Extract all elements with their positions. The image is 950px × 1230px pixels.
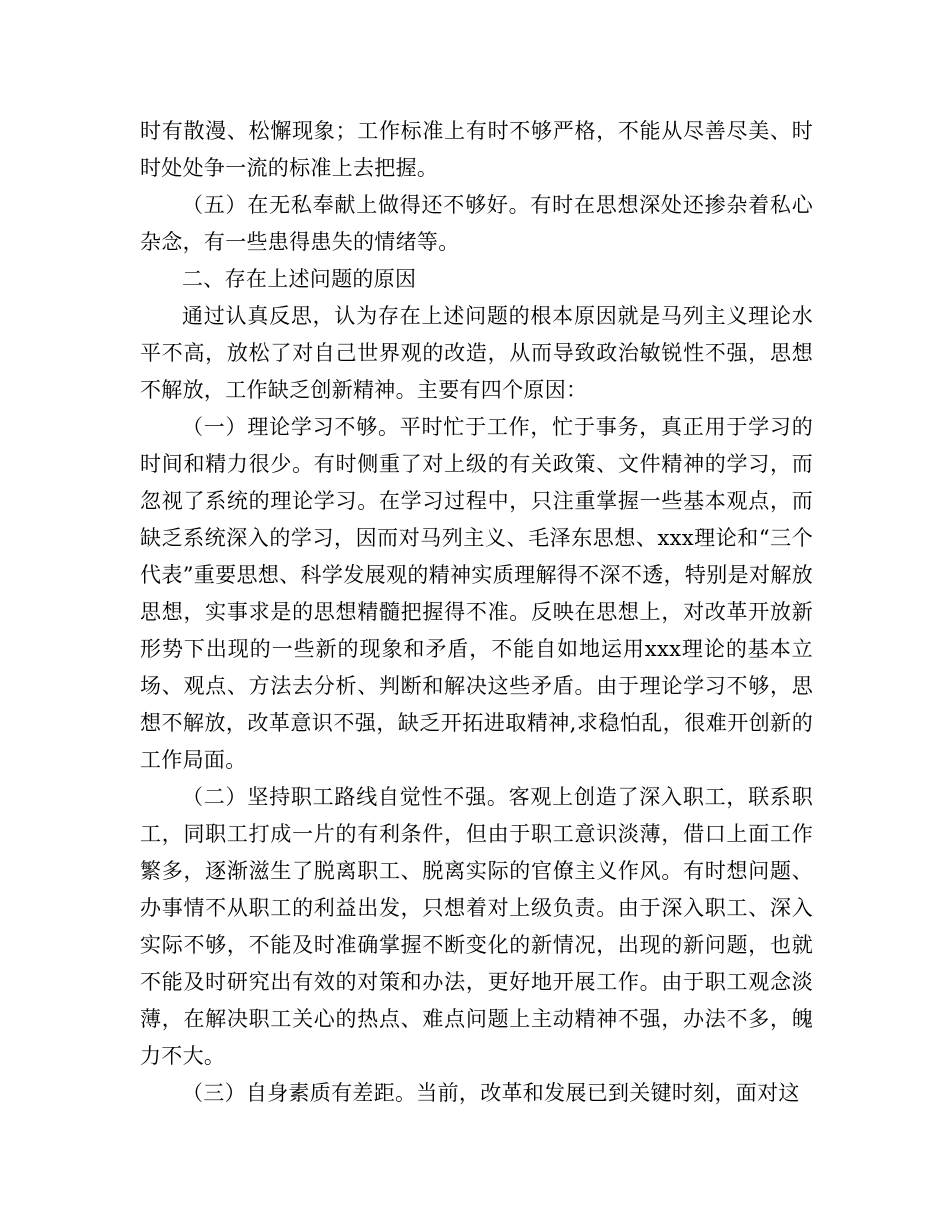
paragraph-continued: 时有散漫、松懈现象；工作标准上有时不够严格，不能从尽善尽美、时时处处争一流的标准上去把握。 bbox=[140, 119, 813, 180]
paragraph-causes-intro: 通过认真反思，认为存在上述问题的根本原因就是马列主义理论水平不高，放松了对自己世界观的改造，从而导致政治敏锐性不强，思想不解放，工作缺乏创新精神。主要有四个原因： bbox=[140, 304, 813, 402]
section-heading-causes: 二、存在上述问题的原因 bbox=[182, 267, 417, 291]
paragraph-item-five: （五）在无私奉献上做得还不够好。有时在思想深处还掺杂着私心杂念，有一些患得患失的情绪等。 bbox=[140, 193, 813, 254]
paragraph-cause-two: （二）坚持职工路线自觉性不强。客观上创造了深入职工，联系职工，同职工打成一片的有利条件，但由于职工意识淡薄，借口上面工作繁多，逐渐滋生了脱离职工、脱离实际的官僚主义作风。有时想问题、办事情不从职工的利益出发，只想着对上级负责。由于深入职工、深入实际不够，不能及时准确掌握不断变化的新情况，出现的新问题，也就不能及时研究出有效的对策和办法，更好地开展工作。由于职工观念淡薄，在解决职工关心的热点、难点问题上主动精神不强，办法不多，魄力不大。 bbox=[140, 785, 813, 1068]
document-body bbox=[140, 113, 813, 1112]
paragraph-cause-three: （三）自身素质有差距。当前，改革和发展已到关键时刻，面对这 bbox=[182, 1081, 800, 1105]
paragraph-cause-one: （一）理论学习不够。平时忙于工作，忙于事务，真正用于学习的时间和精力很少。有时侧重了对上级的有关政策、文件精神的学习，而忽视了系统的理论学习。在学习过程中，只注重掌握一些基本观点，而缺乏系统深入的学习，因而对马列主义、毛泽东思想、xxx理论和“三个代表”重要思想、科学发展观的精神实质理解得不深不透，特别是对解放思想，实事求是的思想精髓把握得不准。反映在思想上，对改革开放新形势下出现的一些新的现象和矛盾，不能自如地运用xxx理论的基本立场、观点、方法去分析、判断和解决这些矛盾。由于理论学习不够，思想不解放，改革意识不强，缺乏开拓进取精神,求稳怕乱，很难开创新的工作局面。 bbox=[140, 415, 813, 772]
